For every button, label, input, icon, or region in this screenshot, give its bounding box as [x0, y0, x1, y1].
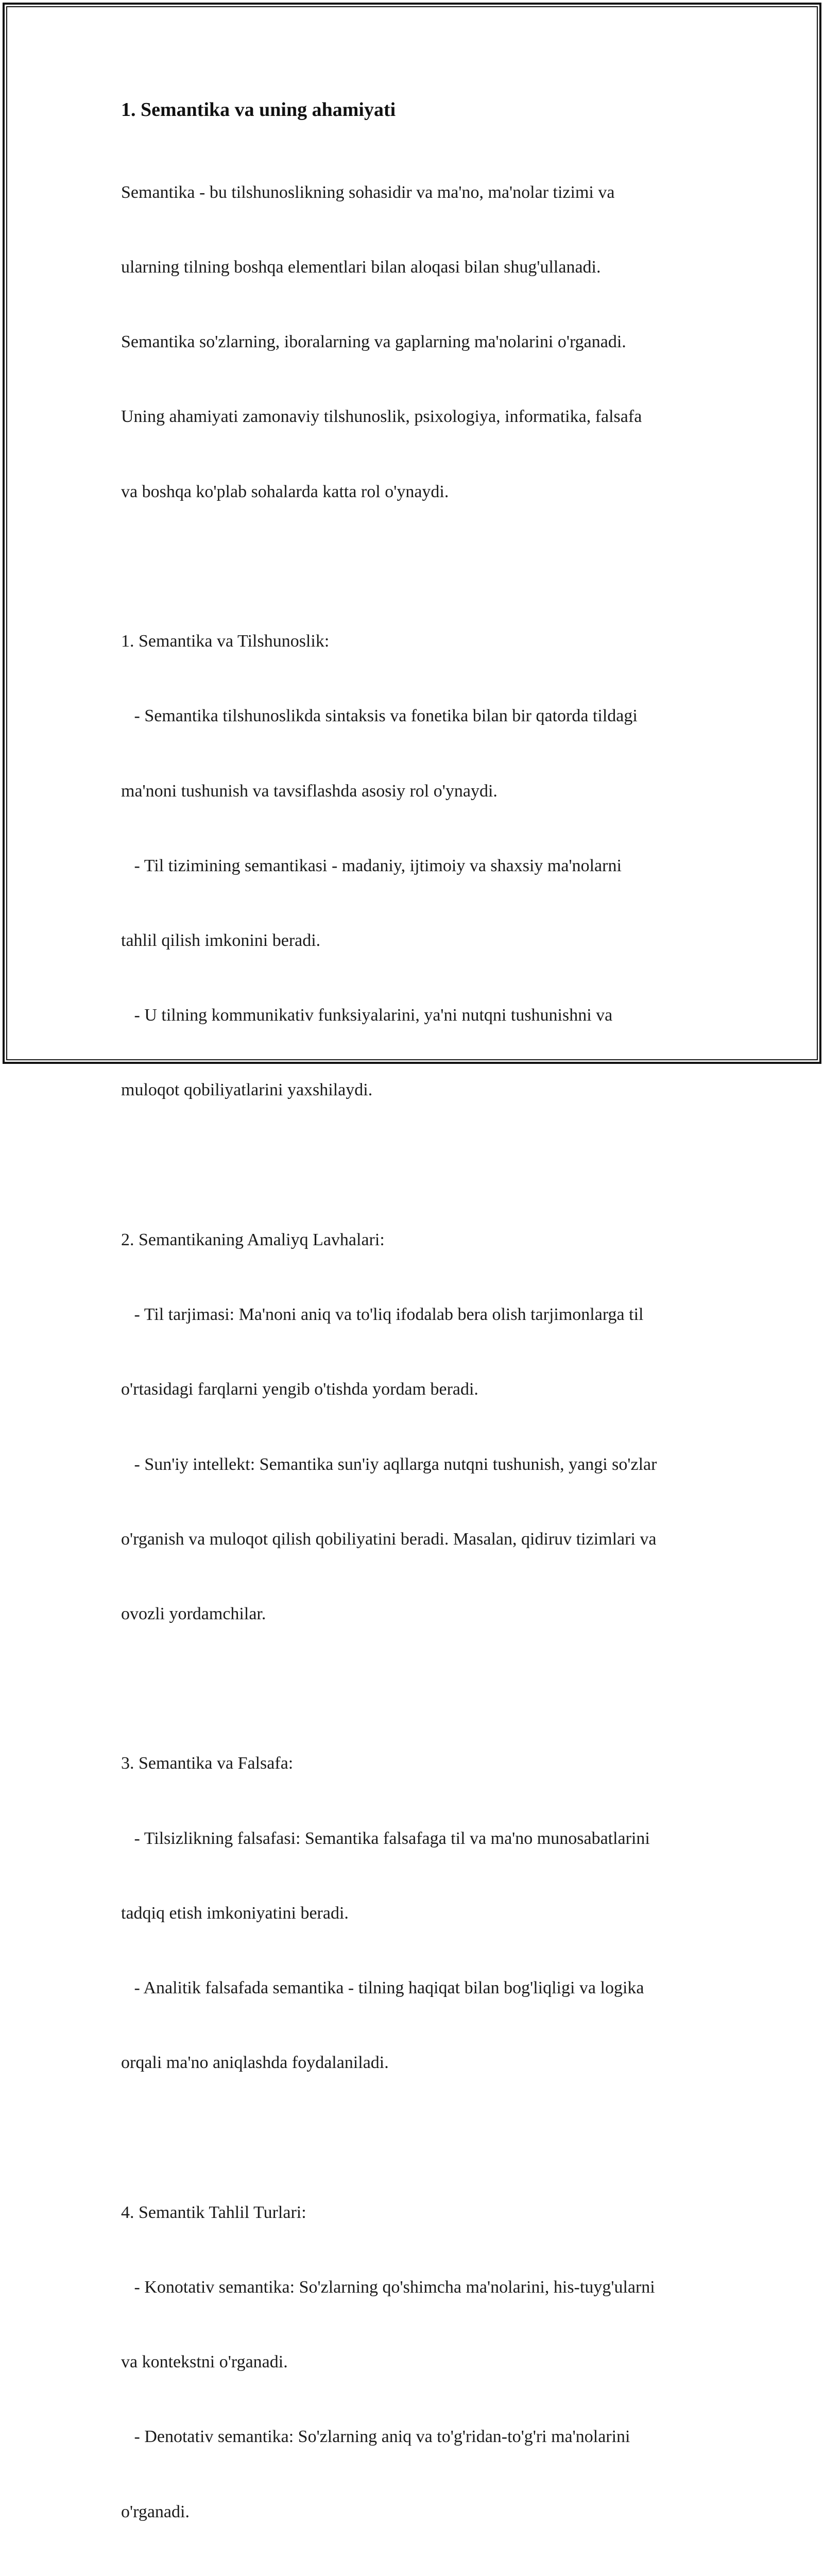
text-line: - Tilsizlikning falsafasi: Semantika falsafaga til va ma'no munosabatlarini — [121, 1828, 650, 1848]
text-line: Uning ahamiyati zamonaviy tilshunoslik, psixologiya, informatika, falsafa — [121, 407, 642, 427]
text-line: Semantika so'zlarning, iboralarning va gaplarning ma'nolarini o'rganadi. — [121, 332, 626, 352]
text-line: ularning tilning boshqa elementlari bilan aloqasi bilan shug'ullanadi. — [121, 258, 601, 277]
text-line: - Sun'iy intellekt: Semantika sun'iy aqllarga nutqni tushunish, yangi so'zlar — [121, 1454, 657, 1474]
document-title: 1. Semantika va uning ahamiyati — [121, 99, 396, 121]
text-line: o'rtasidagi farqlarni yengib o'tishda yordam beradi. — [121, 1380, 478, 1399]
text-line: ma'noni tushunish va tavsiflashda asosiy rol o'ynaydi. — [121, 781, 497, 801]
text-line: - Analitik falsafada semantika - tilning haqiqat bilan bog'liqligi va logika — [121, 1978, 644, 1998]
blank-line — [121, 2125, 713, 2150]
text-line: tahlil qilish imkonini beradi. — [121, 930, 321, 950]
text-line: - Semantika tilshunoslikda sintaksis va fonetika bilan bir qatorda tildagi — [121, 706, 638, 726]
text-line: Semantika - bu tilshunoslikning sohasidir va ma'no, ma'nolar tizimi va — [121, 182, 615, 202]
document-text — [121, 130, 713, 2576]
text-line: tadqiq etish imkoniyatini beradi. — [121, 1903, 349, 1923]
text-line: - Konotativ semantika: So'zlarning qo'shimcha ma'nolarini, his-tuyg'ularni — [121, 2277, 655, 2297]
text-line: - Til tizimining semantikasi - madaniy, ijtimoiy va shaxsiy ma'nolarni — [121, 856, 622, 875]
section-heading: 4. Semantik Tahlil Turlari: — [121, 2202, 306, 2222]
section-heading: 1. Semantika va Tilshunoslik: — [121, 632, 330, 651]
text-line: o'rganish va muloqot qilish qobiliyatini beradi. Masalan, qidiruv tizimlari va — [121, 1529, 657, 1549]
text-line: ovozli yordamchilar. — [121, 1604, 266, 1623]
section-heading: 3. Semantika va Falsafa: — [121, 1754, 294, 1773]
blank-line — [121, 1676, 713, 1701]
text-line: - Til tarjimasi: Ma'noni aniq va to'liq ifodalab bera olish tarjimonlarga til — [121, 1305, 644, 1325]
text-line: muloqot qobiliyatlarini yaxshilaydi. — [121, 1080, 373, 1100]
text-line: va kontekstni o'rganadi. — [121, 2352, 288, 2372]
text-line: orqali ma'no aniqlashda foydalaniladi. — [121, 2053, 389, 2073]
blank-line — [121, 1153, 713, 1178]
text-line: - Denotativ semantika: So'zlarning aniq va to'g'ridan-to'g'ri ma'nolarini — [121, 2427, 630, 2447]
document-body — [121, 95, 713, 2576]
blank-line — [121, 554, 713, 579]
text-line: o'rganadi. — [121, 2502, 190, 2521]
section-heading: 2. Semantikaning Amaliyq Lavhalari: — [121, 1230, 385, 1249]
text-line: - U tilning kommunikativ funksiyalarini, ya'ni nutqni tushunishni va — [121, 1006, 613, 1025]
text-line: va boshqa ko'plab sohalarda katta rol o'ynaydi. — [121, 482, 449, 501]
